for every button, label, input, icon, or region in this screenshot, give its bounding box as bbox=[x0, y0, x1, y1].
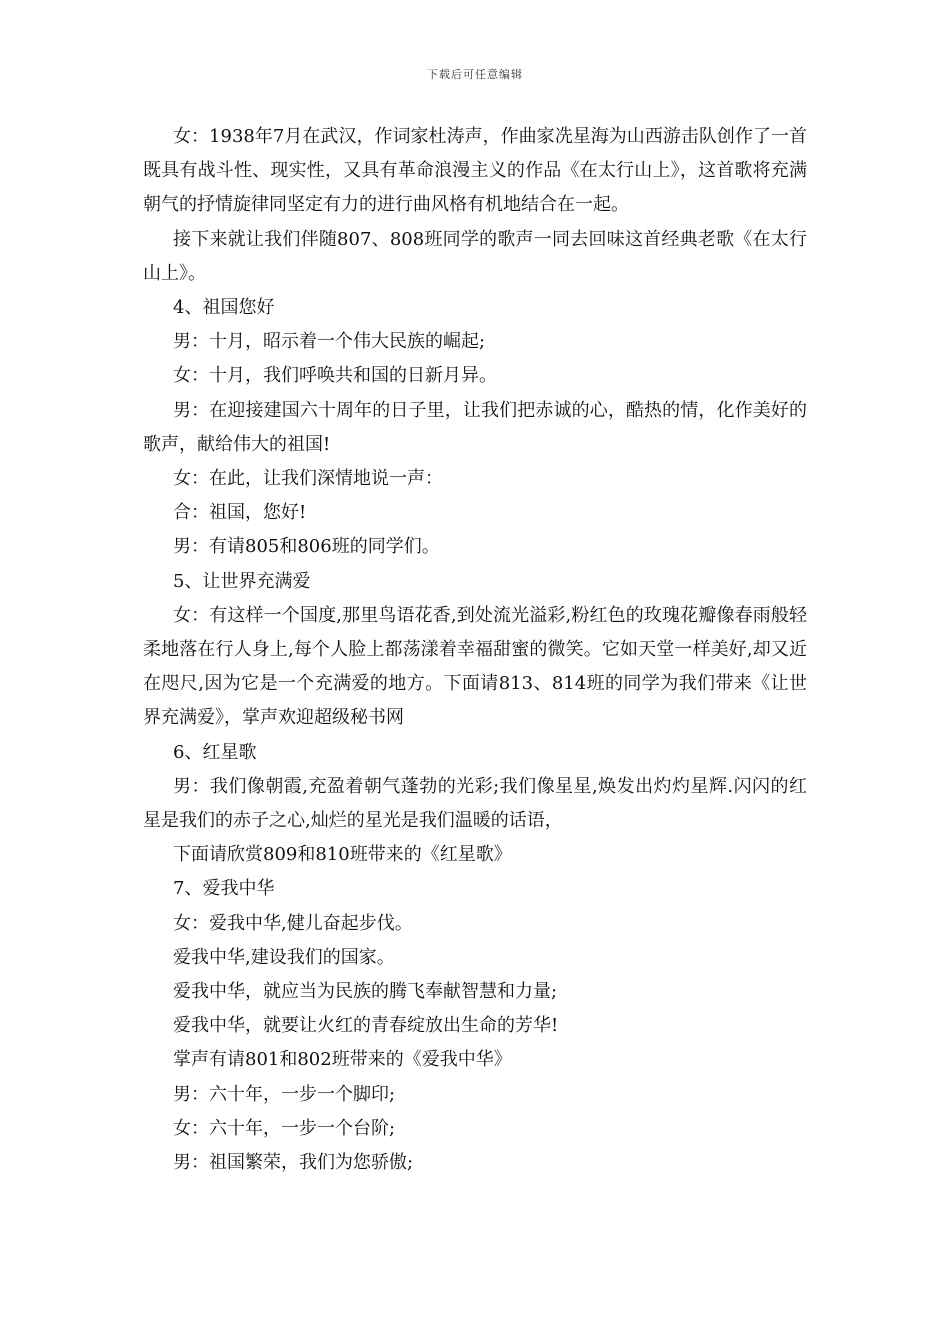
paragraph: 女：六十年，一步一个台阶; bbox=[173, 1117, 396, 1139]
paragraph: 爱我中华,建设我们的国家。 bbox=[173, 946, 395, 968]
paragraph: 女：1938年7月在武汉，作词家杜涛声，作曲家冼星海为山西游击队创作了一首既具有战斗性、现实性，又具有革命浪漫主义的作品《在太行山上》，这首歌将充满朝气的抒情旋律同坚定有力的进行曲风格有机地结合在一起。 bbox=[143, 126, 807, 216]
paragraph: 男：在迎接建国六十周年的日子里，让我们把赤诚的心，酷热的情，化作美好的歌声，献给伟大的祖国! bbox=[143, 399, 807, 455]
paragraph: 女：十月，我们呼唤共和国的日新月异。 bbox=[173, 365, 497, 387]
paragraph: 爱我中华，就要让火红的青春绽放出生命的芳华! bbox=[173, 1015, 559, 1037]
document-body bbox=[143, 120, 807, 1180]
section-heading: 6、红星歌 bbox=[173, 741, 257, 763]
paragraph: 下面请欣赏809和810班带来的《红星歌》 bbox=[173, 844, 512, 866]
paragraph: 男：六十年，一步一个脚印; bbox=[173, 1083, 396, 1105]
paragraph: 男：有请805和806班的同学们。 bbox=[173, 536, 440, 558]
section-heading: 4、祖国您好 bbox=[173, 297, 275, 319]
paragraph: 接下来就让我们伴随807、808班同学的歌声一同去回味这首经典老歌《在太行山上》。 bbox=[143, 228, 807, 284]
paragraph: 掌声有请801和802班带来的《爱我中华》 bbox=[173, 1049, 512, 1071]
paragraph: 合：祖国，您好! bbox=[173, 502, 307, 524]
paragraph: 男：祖国繁荣，我们为您骄傲; bbox=[173, 1152, 414, 1174]
paragraph: 女：爱我中华,健儿奋起步伐。 bbox=[173, 912, 413, 934]
section-heading: 5、让世界充满爱 bbox=[173, 570, 311, 592]
paragraph: 女：在此，让我们深情地说一声： bbox=[173, 468, 443, 490]
paragraph: 男：十月，昭示着一个伟大民族的崛起; bbox=[173, 331, 486, 353]
section-heading: 7、爱我中华 bbox=[173, 878, 275, 900]
header-note: 下载后可任意编辑 bbox=[427, 68, 523, 81]
paragraph: 爱我中华，就应当为民族的腾飞奉献智慧和力量; bbox=[173, 981, 558, 1003]
paragraph: 女：有这样一个国度,那里鸟语花香,到处流光溢彩,粉红色的玫瑰花瓣像春雨般轻柔地落在行人身上,每个人脸上都荡漾着幸福甜蜜的微笑。它如天堂一样美好,却又近在咫尺,因为它是一个充满爱的地方。下面请813、814班的同学为我们带来《让世界充满爱》，掌声欢迎超级秘书网 bbox=[143, 604, 807, 729]
paragraph: 男：我们像朝霞,充盈着朝气蓬勃的光彩;我们像星星,焕发出灼灼星辉.闪闪的红星是我们的赤子之心,灿烂的星光是我们温暖的话语， bbox=[143, 775, 807, 832]
